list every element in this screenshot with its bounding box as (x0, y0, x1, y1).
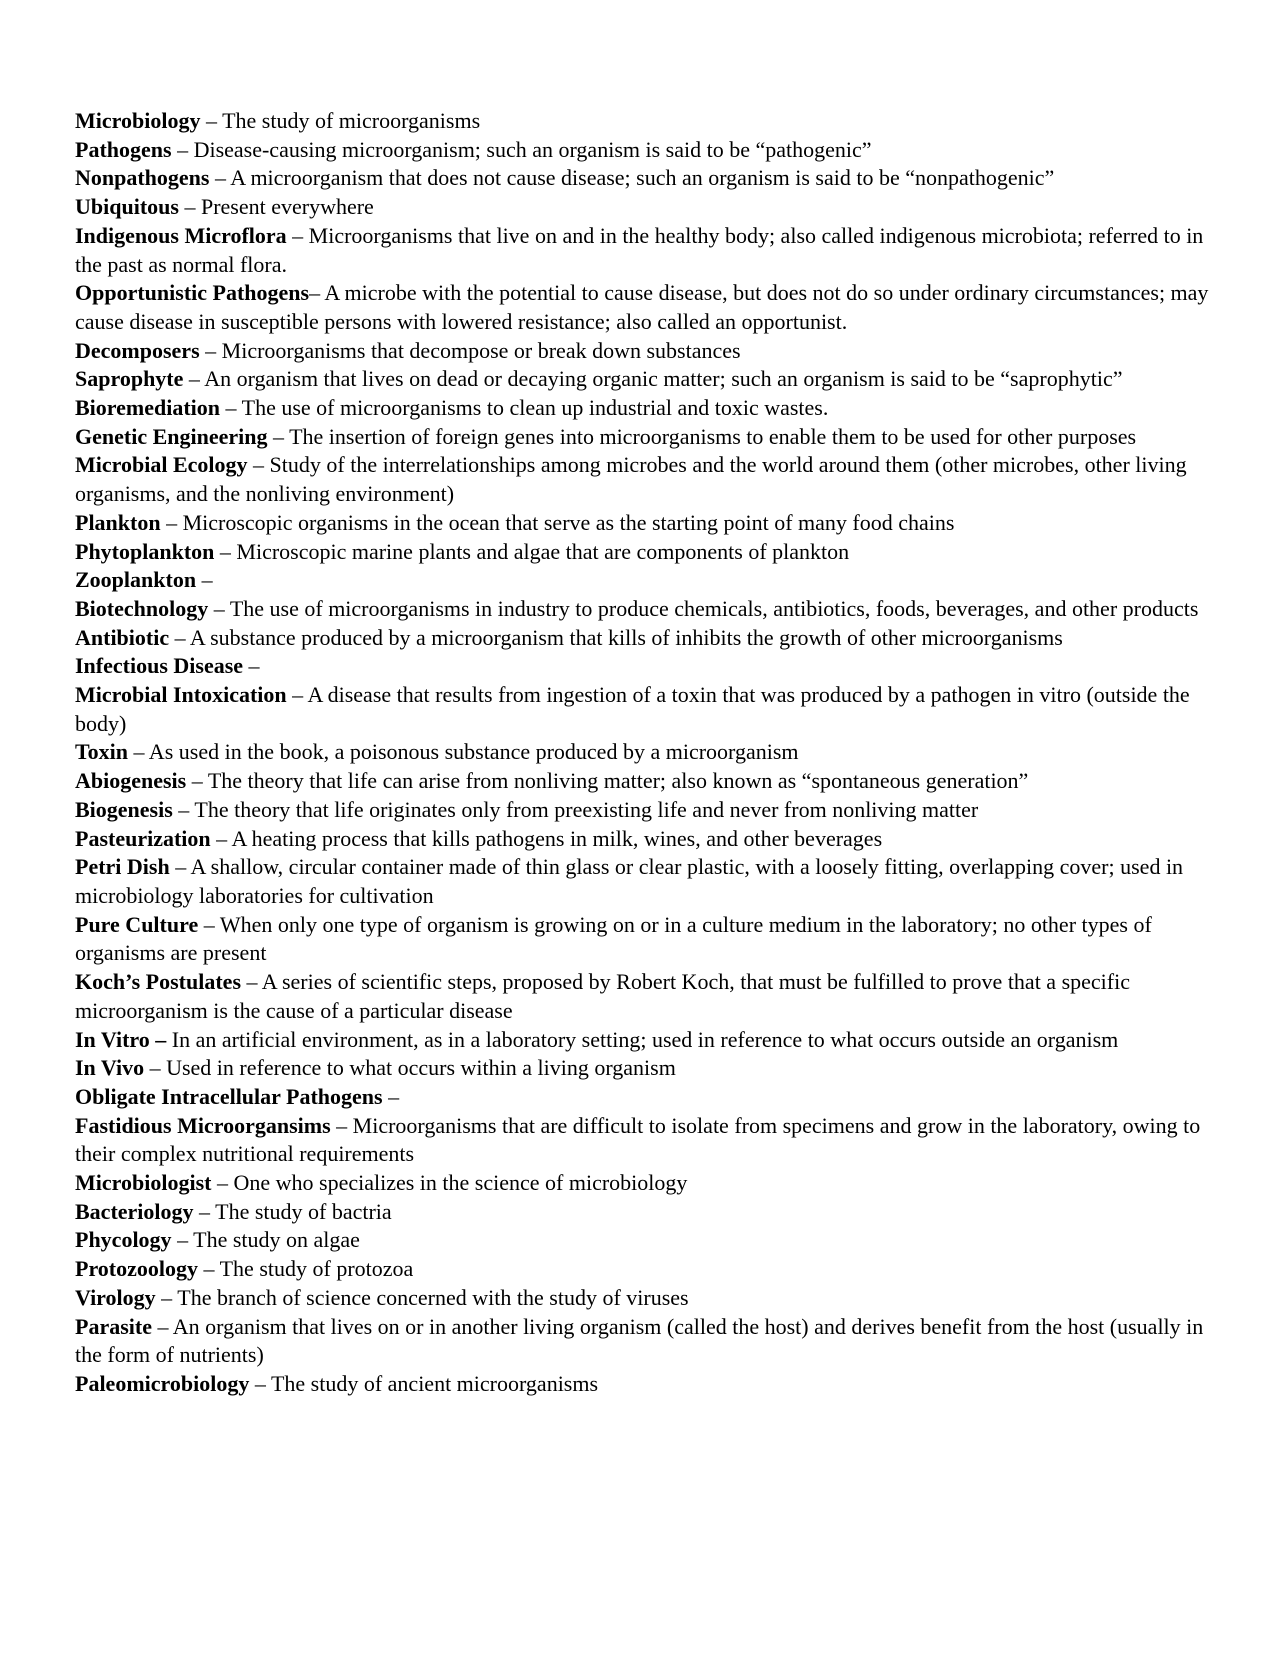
glossary-entry (75, 509, 1210, 538)
glossary-entry (75, 624, 1210, 653)
glossary-definition: – The study of protozoa (198, 1256, 414, 1282)
glossary-term: Obligate Intracellular Pathogens (75, 1083, 383, 1109)
glossary-term: Virology (75, 1284, 156, 1310)
glossary-term: Bacteriology (75, 1198, 194, 1224)
glossary-entry (75, 423, 1210, 452)
glossary-term: Biogenesis (75, 796, 173, 822)
glossary-entry (75, 566, 1210, 595)
glossary-entry (75, 595, 1210, 624)
glossary-entry (75, 1313, 1210, 1370)
glossary-definition: – An organism that lives on dead or decaying organic matter; such an organism is said to be “saprophytic” (183, 366, 1123, 392)
glossary-definition: – Used in reference to what occurs within a living organism (144, 1055, 676, 1081)
glossary-term: Phycology (75, 1227, 172, 1253)
glossary-term: Decomposers (75, 337, 200, 363)
glossary-term: In Vivo (75, 1055, 145, 1081)
glossary-term: Genetic Engineering (75, 423, 268, 449)
glossary-definition: – (196, 567, 213, 593)
glossary-term: Paleomicrobiology (75, 1370, 250, 1396)
glossary-entry (75, 1255, 1210, 1284)
glossary-definition: – A shallow, circular container made of thin glass or clear plastic, with a loosely fitting, overlapping cover; used in microbiology laboratories for cultivation (75, 854, 1184, 908)
glossary-definition: – The study on algae (171, 1227, 360, 1253)
glossary-definition: – (382, 1083, 400, 1109)
glossary-definition: – (243, 653, 260, 679)
glossary-entry (75, 681, 1210, 738)
glossary-definition: – Disease-causing microorganism; such an organism is said to be “pathogenic” (171, 136, 872, 162)
glossary-definition: – Present everywhere (178, 194, 374, 220)
glossary-term: Indigenous Microflora (75, 222, 287, 248)
glossary-definition: – Study of the interrelationships among microbes and the world around them (other microbes, other living organisms, and the nonliving environment) (75, 452, 1187, 507)
glossary-term: Antibiotic (75, 624, 170, 650)
glossary-entry (75, 164, 1210, 193)
glossary-entry (75, 767, 1210, 796)
glossary-entry (75, 652, 1210, 681)
glossary-term: Petri Dish (75, 854, 170, 880)
glossary-entry (75, 394, 1210, 423)
glossary-entry (75, 136, 1210, 165)
glossary-definition: – The study of microorganisms (200, 108, 481, 133)
glossary-term: Microbial Intoxication (75, 682, 287, 708)
glossary-definition: In an artificial environment, as in a laboratory setting; used in reference to what occurs outside an organism (166, 1026, 1119, 1052)
glossary-entry (75, 796, 1210, 825)
glossary-term: Protozoology (75, 1256, 199, 1282)
glossary-term: Nonpathogens (75, 165, 210, 191)
glossary-term: Microbial Ecology (75, 452, 248, 478)
glossary-term: Biotechnology (75, 595, 209, 621)
glossary-definition: – A microorganism that does not cause disease; such an organism is said to be “nonpathogenic” (209, 165, 1055, 191)
glossary-entry (75, 1026, 1210, 1055)
glossary-definition: – A heating process that kills pathogens in milk, wines, and other beverages (210, 825, 883, 851)
glossary-definition: – The use of microorganisms in industry to produce chemicals, antibiotics, foods, beverages, and other products (208, 595, 1199, 621)
glossary-term: Phytoplankton (75, 538, 215, 564)
glossary-definition: – Microscopic organisms in the ocean that serve as the starting point of many food chains (160, 509, 955, 535)
glossary-entry (75, 451, 1210, 508)
glossary-entry (75, 1169, 1210, 1198)
glossary-entry (75, 222, 1210, 279)
glossary-definition: – The branch of science concerned with the study of viruses (155, 1284, 689, 1310)
glossary-list (75, 107, 1210, 1399)
glossary-term: Ubiquitous (75, 194, 179, 220)
glossary-definition: – Microorganisms that are difficult to isolate from specimens and grow in the laboratory, owing to their complex nutritional requirements (75, 1112, 1201, 1167)
glossary-entry (75, 1083, 1210, 1112)
glossary-definition: – The study of ancient microorganisms (249, 1370, 599, 1396)
glossary-entry (75, 825, 1210, 854)
glossary-entry (75, 968, 1210, 1025)
glossary-entry (75, 738, 1210, 767)
glossary-definition: – One who specializes in the science of microbiology (211, 1170, 688, 1196)
glossary-entry (75, 911, 1210, 968)
glossary-entry (75, 538, 1210, 567)
glossary-definition: – Microorganisms that live on and in the healthy body; also called indigenous microbiota; referred to in the past as normal flora. (75, 222, 1204, 277)
glossary-definition: – A disease that results from ingestion of a toxin that was produced by a pathogen in vitro (outside the body) (75, 682, 1190, 736)
glossary-definition: – When only one type of organism is growing on or in a culture medium in the laboratory; no other types of organisms are present (75, 911, 1152, 966)
glossary-definition: – The insertion of foreign genes into microorganisms to enable them to be used for other purposes (267, 423, 1137, 449)
glossary-term: Saprophyte (75, 366, 184, 392)
glossary-definition: – The study of bactria (193, 1198, 392, 1224)
glossary-entry (75, 1112, 1210, 1169)
glossary-entry (75, 193, 1210, 222)
glossary-entry (75, 107, 1210, 136)
glossary-term: In Vitro – (75, 1026, 167, 1052)
glossary-entry (75, 1284, 1210, 1313)
glossary-term: Pasteurization (75, 825, 211, 851)
glossary-entry (75, 1054, 1210, 1083)
glossary-definition: – An organism that lives on or in another living organism (called the host) and derives benefit from the host (usually in the form of nutrients) (75, 1313, 1204, 1368)
glossary-definition: – A series of scientific steps, proposed by Robert Koch, that must be fulfilled to prove that a specific microorganism is the cause of a particular disease (75, 969, 1130, 1023)
glossary-entry (75, 1370, 1210, 1399)
glossary-term: Koch’s Postulates (75, 969, 242, 995)
glossary-term: Microbiology (75, 108, 201, 133)
glossary-term: Toxin (75, 739, 129, 765)
glossary-entry (75, 279, 1210, 336)
glossary-entry (75, 853, 1210, 910)
glossary-definition: – A substance produced by a microorganism that kills of inhibits the growth of other microorganisms (169, 624, 1063, 650)
glossary-definition: – Microorganisms that decompose or break down substances (199, 337, 741, 363)
glossary-term: Microbiologist (75, 1170, 212, 1196)
glossary-term: Opportunistic Pathogens (75, 280, 310, 306)
glossary-definition: – A microbe with the potential to cause disease, but does not do so under ordinary circumstances; may cause disease in susceptible persons with lowered resistance; also called an opportunist. (75, 280, 1209, 334)
glossary-term: Pure Culture (75, 911, 199, 937)
glossary-entry (75, 365, 1210, 394)
glossary-term: Parasite (75, 1313, 152, 1339)
glossary-definition: – The theory that life originates only from preexisting life and never from nonliving matter (172, 796, 979, 822)
glossary-entry (75, 1226, 1210, 1255)
glossary-term: Plankton (75, 509, 161, 535)
glossary-term: Pathogens (75, 136, 172, 162)
glossary-entry (75, 337, 1210, 366)
glossary-term: Abiogenesis (75, 768, 187, 794)
glossary-term: Zooplankton (75, 567, 197, 593)
glossary-term: Fastidious Microorgansims (75, 1112, 331, 1138)
glossary-definition: – As used in the book, a poisonous substance produced by a microorganism (128, 739, 799, 765)
glossary-term: Bioremediation (75, 395, 221, 421)
glossary-entry (75, 1198, 1210, 1227)
glossary-term: Infectious Disease (75, 653, 244, 679)
glossary-definition: – The theory that life can arise from nonliving matter; also known as “spontaneous generation” (186, 768, 1029, 794)
glossary-definition: – The use of microorganisms to clean up industrial and toxic wastes. (220, 395, 829, 421)
glossary-definition: – Microscopic marine plants and algae that are components of plankton (214, 538, 850, 564)
